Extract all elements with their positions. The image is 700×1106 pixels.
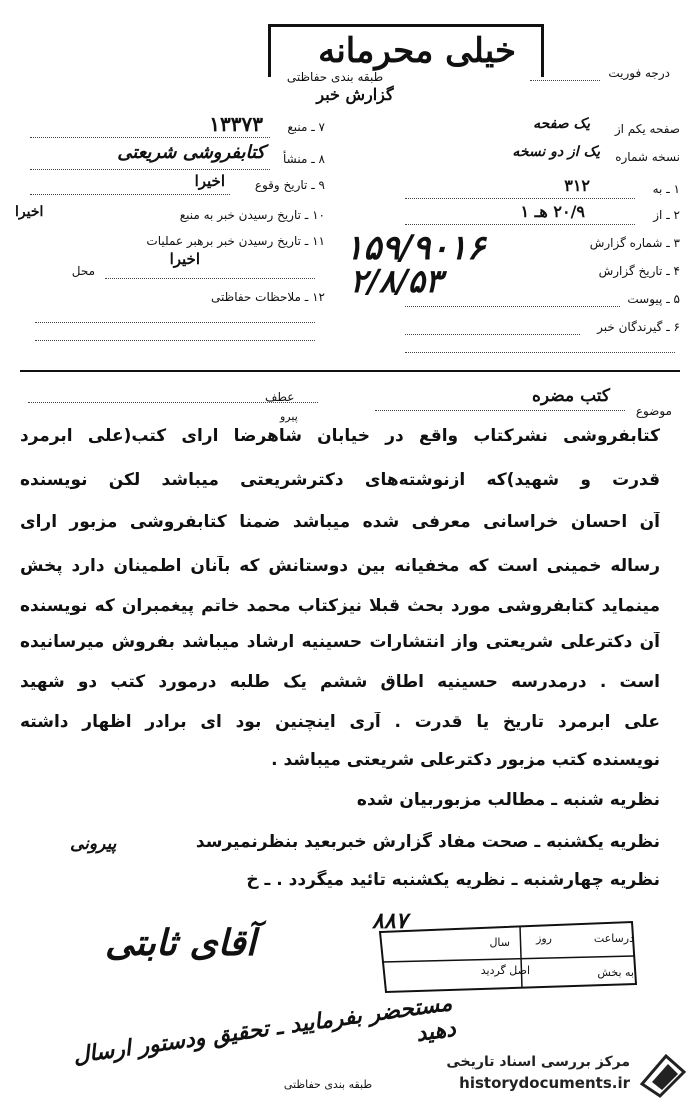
classification-stamp-text: خیلی محرمانه <box>318 31 516 71</box>
body-line-2: قدرت و شهید)که ازنوشته‌های دکترشریعتی میباشد لکن نویسنده <box>20 470 660 490</box>
field-recipients-label: ۶ ـ گیرندگان خبر <box>597 320 680 334</box>
body-line-8: علی ابرمرد تاریخ یا قدرت . آری اینچنین بود ای برادر اظهار داشته <box>20 712 660 732</box>
field-origin-label: ۸ ـ منشأ <box>282 152 325 166</box>
field-source-label: ۷ ـ منبع <box>287 120 325 134</box>
opinion-signature: پیرونی <box>70 834 117 854</box>
field-occurrence-value: اخیرا <box>194 172 225 190</box>
agency-label: طبقه بندی حفاظتی <box>286 70 384 84</box>
body-line-1: کتابفروشی نشرکتاب واقع در خیابان شاهرضا ارای کتب(علی ابرمرد <box>20 426 660 446</box>
receipt-year-label: سال <box>489 936 510 949</box>
field-occurrence-label: ۹ ـ تاریخ وقوع <box>254 178 325 192</box>
field-to-line <box>405 198 635 199</box>
field-copy-label: نسخه شماره <box>615 150 680 164</box>
report-number-handwritten: ۱۵۹/۹۰۱۶ <box>345 228 486 268</box>
report-date-handwritten: ۲/۸/۵۳ <box>350 262 443 300</box>
subject-label: موضوع <box>635 404 672 418</box>
field-source-value: ۱۳۳۷۳ <box>209 112 263 136</box>
ref2-label: پیرو <box>280 410 298 423</box>
receipt-number: ۸۸۷ <box>372 908 408 934</box>
field-source-line <box>30 137 270 138</box>
receipt-day-label: روز <box>536 932 552 945</box>
field-occurrence-line <box>30 194 230 195</box>
form-title: گزارش خبر <box>316 85 394 104</box>
ref-label: عطف <box>265 390 295 404</box>
signature-handwritten: آقای ثابتی <box>105 922 256 964</box>
field-to-label: ۱ ـ به <box>652 182 680 196</box>
field-security-line-1 <box>35 322 315 323</box>
handwritten-note: مستحضر بفرمایید ـ تحقیق ودستور ارسال دهید <box>71 990 458 1069</box>
body-line-3: آن احسان خراسانی معرفی شده میباشد ضمنا کتابفروشی مزبور ارای <box>20 512 660 532</box>
field-ops-label: ۱۱ ـ تاریخ رسیدن خبر برهبر عملیات <box>146 234 325 248</box>
field-origin-line <box>30 169 270 170</box>
receipt-section-label: به بخش <box>597 966 634 979</box>
priority-value-line <box>530 80 600 81</box>
body-line-9: نویسنده کتب مزبور دکترعلی شریعتی میباشد . <box>271 750 660 770</box>
opinion-wednesday: نظریه چهارشنبه ـ نظریه یکشنبه تائید میگردد . ـ خ <box>246 870 660 890</box>
field-received-value: اخیرا <box>15 204 44 220</box>
body-line-6: آن دکترعلی شریعتی واز انتشارات حسینیه ارشاد میباشد بفروش میرسانیده <box>20 632 660 652</box>
field-attachment-label: ۵ ـ پیوست <box>627 292 680 306</box>
field-place-label: محل <box>71 264 95 278</box>
field-ops-line <box>105 278 315 279</box>
field-received-label: ۱۰ ـ تاریخ رسیدن خبر به منبع <box>179 208 325 222</box>
priority-label: درجه فوریت <box>608 66 670 80</box>
opinion-saturday: نظریه شنبه ـ مطالب مزبوربیان شده <box>356 790 660 810</box>
field-copy-value: یک از دو نسخه <box>512 144 600 160</box>
body-line-5: مینماید کتابفروشی مورد بحث قبلا نیزکتاب محمد خاتم پیغمبران که نویسنده <box>20 596 660 616</box>
field-report-date-label: ۴ ـ تاریخ گزارش <box>598 264 680 278</box>
watermark <box>420 1052 690 1102</box>
field-recipients-line-2 <box>405 352 675 353</box>
receipt-hour-label: درساعت <box>593 932 634 945</box>
receipt-action-label: اصل گردید <box>480 964 530 977</box>
watermark-logo-icon <box>640 1054 686 1098</box>
field-report-no-label: ۳ ـ شماره گزارش <box>589 236 680 250</box>
field-recipients-line-1 <box>405 334 580 335</box>
section-divider <box>20 370 680 372</box>
receipt-stamp-frame <box>370 918 640 996</box>
field-origin-value: کتابفروشی شریعتی <box>117 142 265 163</box>
field-place-value: اخیرا <box>169 250 200 268</box>
field-security-line-2 <box>35 340 315 341</box>
field-security-label: ۱۲ ـ ملاحظات حفاظتی <box>211 290 325 304</box>
subject-value: کتب مضره <box>532 386 610 406</box>
body-line-7: است . درمدرسه حسینیه اطاق ششم یک طلبه درمورد کتب دو شهید <box>20 672 660 692</box>
watermark-url: historydocuments.ir <box>459 1074 630 1092</box>
body-line-4: رساله خمینی است که مخفیانه بین دوستانش که بآنان اطمینان دارد پخش <box>20 556 660 576</box>
field-attachment-line <box>405 306 620 307</box>
subject-line <box>375 410 625 411</box>
field-page-value: یک صفحه <box>533 116 590 132</box>
field-from-line <box>405 224 635 225</box>
left-fields <box>15 112 325 342</box>
field-from-label: ۲ ـ از <box>653 208 680 222</box>
opinion-sunday: نظریه یکشنبه ـ صحت مفاد گزارش خبربعید بنظرنمیرسد <box>195 832 660 852</box>
ref-line <box>28 402 318 403</box>
watermark-title: مرکز بررسی اسناد تاریخی <box>446 1054 630 1070</box>
footer-agency-label: طبقه بندی حفاظتی <box>283 1078 373 1091</box>
field-from-value: ۲۰/۹ هـ ۱ <box>520 202 585 221</box>
field-to-value: ۳۱۲ <box>564 176 590 195</box>
receipt-stamp <box>370 908 640 996</box>
field-page-label: صفحه یکم از <box>614 122 680 136</box>
